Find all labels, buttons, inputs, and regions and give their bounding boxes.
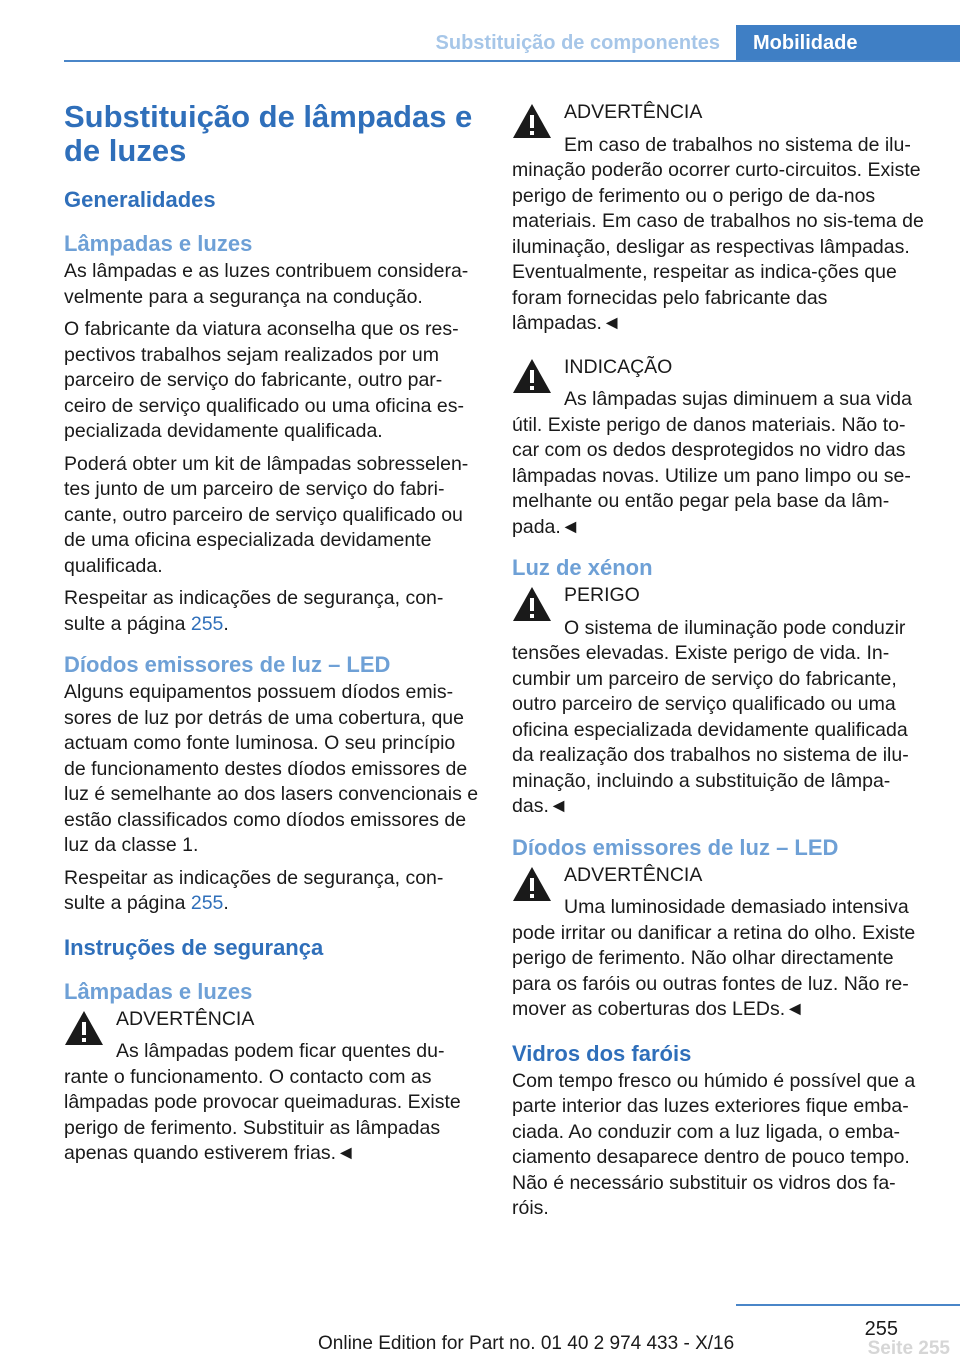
warning-label: ADVERTÊNCIA: [564, 863, 703, 886]
heading-seguranca: Instruções de segurança: [64, 934, 324, 960]
page-reference-link[interactable]: 255: [190, 892, 224, 914]
danger-text: O sistema de iluminação pode conduzir tensões elevadas. Existe perigo de vida. In-cumbir um parceiro de serviço do fabricante, outro parceiro de serviço qualificado ou uma oficina especializada devidamente qualificada da realização dos trabalhos no sistema de ilu-minação, incluindo a substituição de lâmpa-das.◄: [512, 616, 909, 817]
notice-label: INDICAÇÃO: [564, 355, 673, 378]
watermark: Seite 255: [867, 1338, 950, 1359]
danger-label: PERIGO: [564, 584, 640, 606]
paragraph: Com tempo fresco ou húmido é possível que a parte interior das luzes exteriores fique emba-ciada. Ao conduzir com a luz ligada, o emba-ciamento desaparece dentro de pouco tempo. Não é necessário substituir os vidros dos fa-róis.: [512, 1069, 916, 1219]
warning-triangle-icon: [512, 358, 552, 394]
warning-label: ADVERTÊNCIA: [564, 101, 703, 123]
notice-text: As lâmpadas sujas diminuem a sua vida útil. Existe perigo de danos materiais. Não to-car com os dedos desprotegidos no vidro das lâmpadas novas. Utilize um pano limpo ou se-melhante ou então pegar pela base da lâm-pada.◄: [512, 388, 912, 538]
page-header: [0, 0, 960, 62]
danger-block: [512, 583, 926, 820]
warning-triangle-icon: [64, 1010, 104, 1046]
header-section-title: Substituição de componentes: [435, 32, 720, 54]
paragraph-text: Respeitar as indicações de segurança, con-sulte a página: [64, 866, 444, 914]
paragraph: [64, 866, 482, 917]
warning-triangle-icon: [512, 103, 552, 139]
page-title: Substituição de lâmpadas e de luzes: [64, 99, 473, 168]
warning-block: [512, 100, 926, 337]
edition-line: Online Edition for Part no. 01 40 2 974 433 - X/16: [318, 1333, 735, 1354]
paragraph: Poderá obter um kit de lâmpadas sobresselen-tes junto de um parceiro de serviço do fabri-cante, outro parceiro de serviço qualificado ou de uma oficina especializada devidamente qualificada.: [64, 452, 469, 577]
warning-label: ADVERTÊNCIA: [116, 1007, 255, 1030]
warning-block: [64, 1007, 482, 1167]
warning-text: As lâmpadas podem ficar quentes du-rante o funcionamento. O contacto com as lâmpadas pode provocar queimaduras. Existe perigo de ferimento. Substituir as lâmpadas apenas quando estiverem frias.◄: [64, 1040, 461, 1164]
paragraph-text: Respeitar as indicações de segurança, con-sulte a página: [64, 587, 444, 635]
subheading-led-2: Díodos emissores de luz – LED: [512, 834, 839, 860]
header-rule: [64, 60, 960, 62]
heading-generalidades: Generalidades: [64, 187, 216, 212]
footer-rule: [736, 1304, 960, 1306]
subheading-lampadas: Lâmpadas e luzes: [64, 231, 253, 256]
header-chapter-tab[interactable]: Mobilidade: [736, 25, 960, 60]
heading-vidros: Vidros dos faróis: [512, 1040, 692, 1066]
warning-text: Em caso de trabalhos no sistema de ilu-minação poderão ocorrer curto-circuitos. Existe perigo de ferimento ou o perigo de da-nos materiais. Em caso de trabalhos no sis-tema de iluminação, desligar as respectivas lâmpadas. Eventualmente, respeitar as indica-ções que foram fornecidas pelo fabricante das lâmpadas.◄: [512, 133, 924, 334]
paragraph: [64, 586, 482, 637]
paragraph: Alguns equipamentos possuem díodos emis-sores de luz por detrás de uma cobertura, que actuam como fonte luminosa. O seu princípio de funcionamento destes díodos emissores de luz é semelhante ao dos lasers convencionais e estão classificados como díodos emissores de luz da classe 1.: [64, 681, 479, 856]
subheading-lampadas-2: Lâmpadas e luzes: [64, 978, 253, 1004]
paragraph: As lâmpadas e as luzes contribuem considera-velmente para a segurança na condução.: [64, 260, 469, 308]
subheading-xenon: Luz de xénon: [512, 555, 653, 580]
warning-text: Uma luminosidade demasiado intensiva pode irritar ou danificar a retina do olho. Existe perigo de ferimento. Não olhar directamente para os faróis ou outras fontes de luz. Não re-mover as coberturas dos LEDs.◄: [512, 896, 916, 1020]
paragraph: O fabricante da viatura aconselha que os res-pectivos trabalhos sejam realizados por um parceiro de serviço do fabricante, outro par-ceiro de serviço qualificado ou uma oficina es-pecializada devidamente qualificada.: [64, 318, 464, 442]
paragraph-text: .: [223, 892, 229, 914]
paragraph-text: .: [223, 612, 229, 635]
warning-block: [512, 863, 926, 1023]
page-number: 255: [864, 1318, 898, 1340]
warning-triangle-icon: [512, 866, 552, 902]
right-column: [512, 100, 926, 1229]
left-column: [64, 100, 482, 1174]
subheading-led: Díodos emissores de luz – LED: [64, 652, 391, 677]
page-reference-link[interactable]: 255: [190, 612, 224, 635]
notice-block: [512, 355, 926, 541]
warning-triangle-icon: [512, 586, 552, 622]
